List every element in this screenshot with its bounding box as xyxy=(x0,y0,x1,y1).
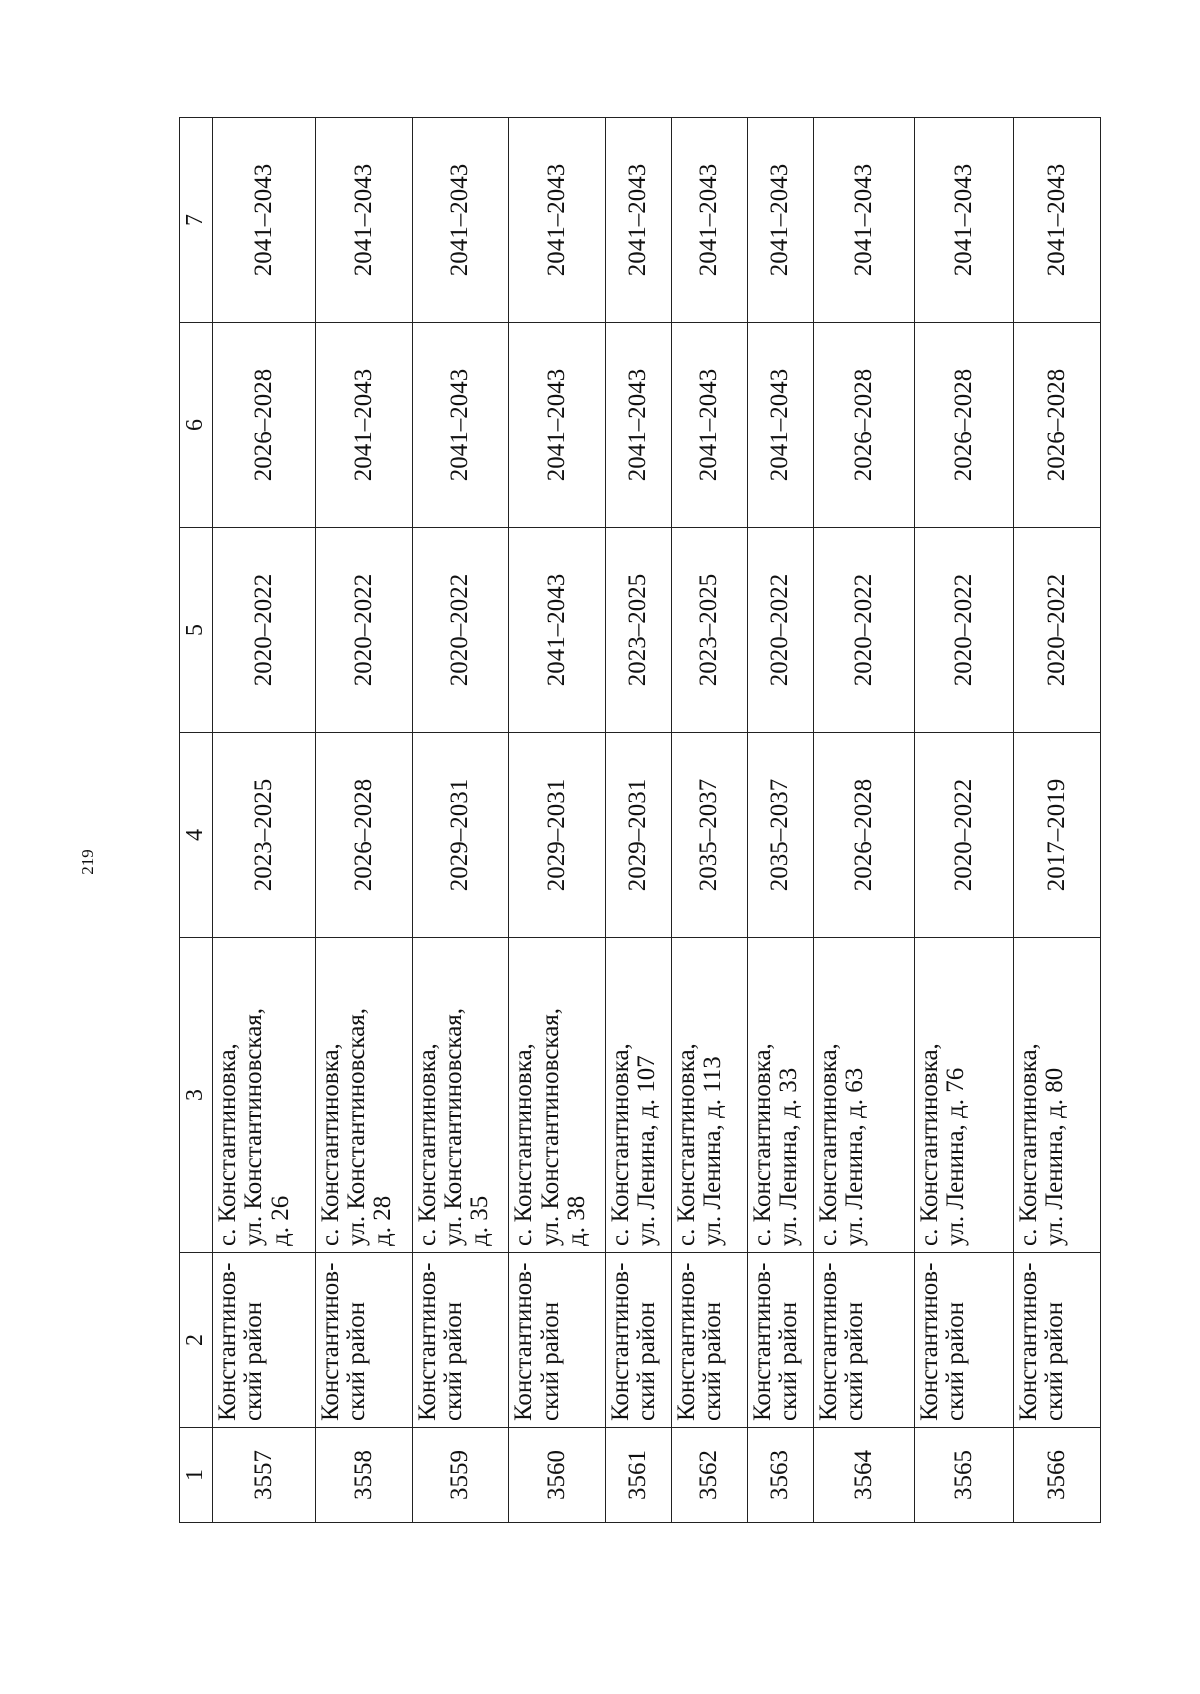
column-header: 7 xyxy=(180,118,213,323)
table-row xyxy=(914,118,1013,1523)
district-cell: Константинов-ский район xyxy=(509,1253,606,1428)
column-header: 2 xyxy=(180,1253,213,1428)
year-cell: 2041–2043 xyxy=(672,323,748,528)
table-row xyxy=(509,118,606,1523)
district-cell: Константинов-ский район xyxy=(672,1253,748,1428)
year-cell: 2041–2043 xyxy=(1013,118,1100,323)
column-header: 1 xyxy=(180,1428,213,1523)
year-cell: 2041–2043 xyxy=(412,323,509,528)
district-cell: Константинов-ский район xyxy=(814,1253,915,1428)
table-row xyxy=(747,118,813,1523)
column-header: 5 xyxy=(180,528,213,733)
district-cell: Константинов-ский район xyxy=(606,1253,672,1428)
year-cell: 2020–2022 xyxy=(412,528,509,733)
year-cell: 2023–2025 xyxy=(606,528,672,733)
year-cell: 2020–2022 xyxy=(1013,528,1100,733)
address-cell: с. Константиновка, ул. Ленина, д. 80 xyxy=(1013,938,1100,1253)
year-cell: 2023–2025 xyxy=(672,528,748,733)
row-number: 3557 xyxy=(213,1428,316,1523)
year-cell: 2041–2043 xyxy=(509,118,606,323)
district-cell: Константинов-ский район xyxy=(1013,1253,1100,1428)
year-cell: 2026–2028 xyxy=(814,323,915,528)
year-cell: 2041–2043 xyxy=(672,118,748,323)
address-cell: с. Константиновка, ул. Константиновская, д. 35 xyxy=(412,938,509,1253)
row-number: 3563 xyxy=(747,1428,813,1523)
year-cell: 2017–2019 xyxy=(1013,733,1100,938)
year-cell: 2026–2028 xyxy=(315,733,412,938)
table-row xyxy=(814,118,915,1523)
year-cell: 2026–2028 xyxy=(814,733,915,938)
address-cell: с. Константиновка, ул. Константиновская, д. 38 xyxy=(509,938,606,1253)
year-cell: 2029–2031 xyxy=(509,733,606,938)
year-cell: 2035–2037 xyxy=(747,733,813,938)
row-number: 3565 xyxy=(914,1428,1013,1523)
year-cell: 2041–2043 xyxy=(315,323,412,528)
year-cell: 2026–2028 xyxy=(213,323,316,528)
year-cell: 2029–2031 xyxy=(412,733,509,938)
header-row xyxy=(180,118,213,1523)
year-cell: 2041–2043 xyxy=(213,118,316,323)
row-number: 3562 xyxy=(672,1428,748,1523)
address-cell: с. Константиновка, ул. Ленина, д. 33 xyxy=(747,938,813,1253)
year-cell: 2026–2028 xyxy=(1013,323,1100,528)
year-cell: 2026–2028 xyxy=(914,323,1013,528)
year-cell: 2020–2022 xyxy=(747,528,813,733)
district-cell: Константинов-ский район xyxy=(315,1253,412,1428)
row-number: 3559 xyxy=(412,1428,509,1523)
year-cell: 2041–2043 xyxy=(914,118,1013,323)
address-cell: с. Константиновка, ул. Ленина, д. 76 xyxy=(914,938,1013,1253)
row-number: 3564 xyxy=(814,1428,915,1523)
year-cell: 2041–2043 xyxy=(606,118,672,323)
district-cell: Константинов-ский район xyxy=(213,1253,316,1428)
year-cell: 2020–2022 xyxy=(914,733,1013,938)
year-cell: 2035–2037 xyxy=(672,733,748,938)
row-number: 3558 xyxy=(315,1428,412,1523)
row-number: 3566 xyxy=(1013,1428,1100,1523)
district-cell: Константинов-ский район xyxy=(747,1253,813,1428)
data-table xyxy=(179,117,1101,1523)
year-cell: 2041–2043 xyxy=(509,528,606,733)
page-number: 219 xyxy=(78,849,97,875)
address-cell: с. Константиновка, ул. Константиновская, д. 28 xyxy=(315,938,412,1253)
address-cell: с. Константиновка, ул. Ленина, д. 63 xyxy=(814,938,915,1253)
address-cell: с. Константиновка, ул. Ленина, д. 113 xyxy=(672,938,748,1253)
table-row xyxy=(672,118,748,1523)
row-number: 3560 xyxy=(509,1428,606,1523)
column-header: 3 xyxy=(180,938,213,1253)
year-cell: 2041–2043 xyxy=(315,118,412,323)
row-number: 3561 xyxy=(606,1428,672,1523)
table-row xyxy=(1013,118,1100,1523)
year-cell: 2041–2043 xyxy=(747,323,813,528)
table-row xyxy=(412,118,509,1523)
year-cell: 2020–2022 xyxy=(914,528,1013,733)
year-cell: 2029–2031 xyxy=(606,733,672,938)
column-header: 4 xyxy=(180,733,213,938)
table-row xyxy=(606,118,672,1523)
address-cell: с. Константиновка, ул. Константиновская, д. 26 xyxy=(213,938,316,1253)
column-header: 6 xyxy=(180,323,213,528)
rotated-table-wrapper xyxy=(179,118,1101,1523)
address-cell: с. Константиновка, ул. Ленина, д. 107 xyxy=(606,938,672,1253)
district-cell: Константинов-ский район xyxy=(412,1253,509,1428)
year-cell: 2041–2043 xyxy=(814,118,915,323)
table-row xyxy=(315,118,412,1523)
year-cell: 2041–2043 xyxy=(747,118,813,323)
year-cell: 2020–2022 xyxy=(814,528,915,733)
year-cell: 2041–2043 xyxy=(412,118,509,323)
district-cell: Константинов-ский район xyxy=(914,1253,1013,1428)
year-cell: 2041–2043 xyxy=(606,323,672,528)
year-cell: 2020–2022 xyxy=(213,528,316,733)
year-cell: 2023–2025 xyxy=(213,733,316,938)
table-row xyxy=(213,118,316,1523)
year-cell: 2020–2022 xyxy=(315,528,412,733)
year-cell: 2041–2043 xyxy=(509,323,606,528)
